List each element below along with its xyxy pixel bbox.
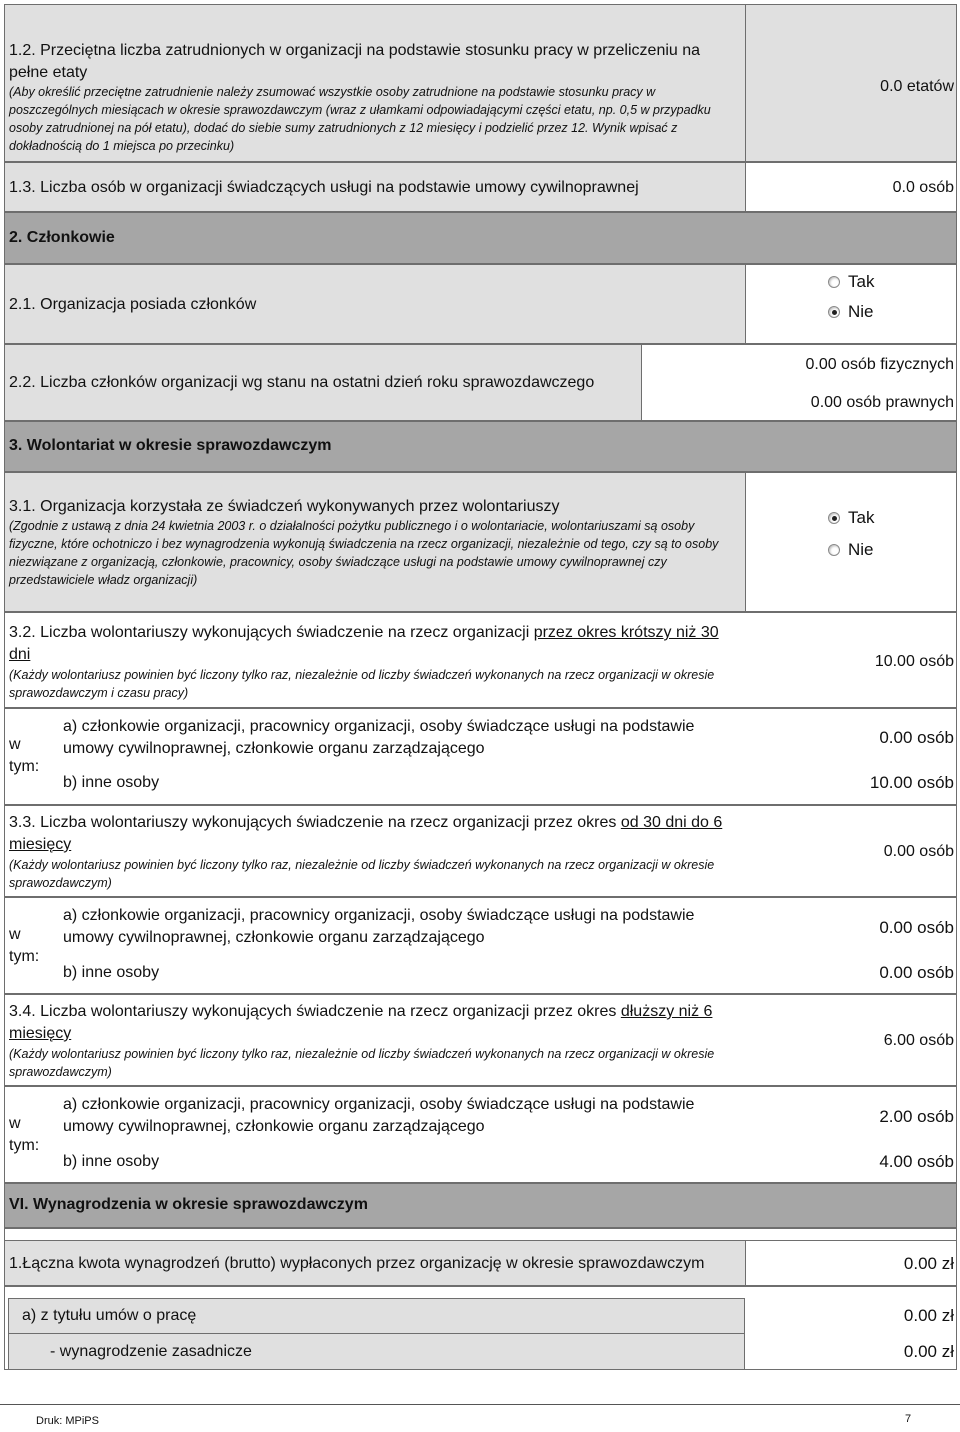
s3-title: 3. Wolontariat w okresie sprawozdawczym <box>9 437 332 454</box>
s3-4-b-label: b) inne osoby <box>63 1153 160 1170</box>
s3-3-b-label: b) inne osoby <box>63 964 160 981</box>
radio-circle[interactable] <box>828 276 840 288</box>
s3-2-a-label: a) członkowie organizacji, pracownicy organizacji, osoby świadczące usługi na podstawie umowy cywilnoprawnej, członkowie organu zarządzającego <box>63 718 695 757</box>
s3-4-b-value: 4.00 osób <box>879 1152 954 1171</box>
s3-3-b-value: 0.00 osób <box>879 963 954 982</box>
s3-4-a-value: 2.00 osób <box>879 1107 954 1126</box>
s2-title: 2. Członkowie <box>9 229 115 246</box>
s6-1-title: 1.Łączna kwota wynagrodzeń (brutto) wypłaconych przez organizację w okresie sprawozdawczym <box>9 1255 705 1272</box>
s3-4-value: 6.00 osób <box>883 1032 954 1049</box>
s3-3-note: (Każdy wolontariusz powinien być liczony tylko raz, niezależnie od liczby świadczeń wykonanych na rzecz organizacji w okresie sprawozdawczym) <box>9 858 715 890</box>
s1-3-title: 1.3. Liczba osób w organizacji świadczących usługi na podstawie umowy cywilnoprawnej <box>9 179 639 196</box>
s6-base-value: 0.00 zł <box>903 1342 954 1361</box>
s3-3-wtym: w tym: <box>9 926 40 965</box>
s3-4-wtym: w tym: <box>9 1115 40 1154</box>
footer-divider <box>0 1404 960 1405</box>
s6-a-title: a) z tytułu umów o pracę <box>22 1307 197 1324</box>
s6-a-value: 0.00 zł <box>903 1306 954 1325</box>
radio-label-no: Nie <box>848 540 874 559</box>
radio-circle-selected[interactable] <box>828 512 840 524</box>
radio-3-1-yes[interactable] <box>828 508 874 528</box>
s6-1-value: 0.00 zł <box>903 1254 954 1273</box>
s1-2-value: 0.0 etatów <box>880 78 954 95</box>
s6-base-title: - wynagrodzenie zasadnicze <box>50 1343 252 1360</box>
radio-circle[interactable] <box>828 544 840 556</box>
s3-2-title-period-end: dni <box>9 646 31 663</box>
s3-2-b-label: b) inne osoby <box>63 774 160 791</box>
s3-3-a-label: a) członkowie organizacji, pracownicy organizacji, osoby świadczące usługi na podstawie umowy cywilnoprawnej, członkowie organu zarządzającego <box>63 907 695 946</box>
s3-1-title: 3.1. Organizacja korzystała ze świadczeń wykonywanych przez wolontariuszy <box>9 498 560 515</box>
radio-label-yes: Tak <box>848 508 875 527</box>
s1-3-value: 0.0 osób <box>892 179 954 196</box>
s3-3-a-value: 0.00 osób <box>879 918 954 937</box>
s1-2-note: (Aby określić przeciętne zatrudnienie należy zsumować wszystkie osoby zatrudnione na podstawie stosunku pracy w poszczególnych miesiącach w okresie sprawozdawczym (wraz z ułamkami odpowiadającymi części etatu, np. 0,5 w przypadku osoby zatrudnionej na pół etatu), dodać do siebie sumy zatrudnionych z 12 miesięcy i podzielić przez 12. Wynik wpisać z dokładnością do 1 miejsca po przecinku) <box>9 85 711 153</box>
s3-2-title-period: przez okres krótszy niż 30 <box>533 624 719 641</box>
s3-3-title <box>9 812 749 856</box>
s2-2-value-prawnych: 0.00 osób prawnych <box>810 394 954 411</box>
s3-2-wtym: w tym: <box>9 736 40 775</box>
s3-4-title-text: 3.4. Liczba wolontariuszy wykonujących świadczenie na rzecz organizacji przez okres <box>9 1003 621 1020</box>
radio-circle-selected[interactable] <box>828 306 840 318</box>
s2-1-title: 2.1. Organizacja posiada członków <box>9 296 257 313</box>
s3-2-a-value: 0.00 osób <box>879 728 954 747</box>
s3-3-title-period: od 30 dni do 6 <box>620 814 723 831</box>
s1-2-title: 1.2. Przeciętna liczba zatrudnionych w organizacji na podstawie stosunku pracy w przeliczeniu na pełne etaty <box>9 42 701 81</box>
footer-print-label: Druk: MPiPS <box>36 1415 99 1427</box>
spacer-6-1 <box>4 1228 957 1240</box>
radio-label-yes: Tak <box>848 272 875 291</box>
s2-2-value-fizycznych: 0.00 osób fizycznych <box>805 356 954 373</box>
s2-2-title: 2.2. Liczba członków organizacji wg stanu na ostatni dzień roku sprawozdawczego <box>9 374 595 391</box>
s3-4-a-label: a) członkowie organizacji, pracownicy organizacji, osoby świadczące usługi na podstawie umowy cywilnoprawnej, członkowie organu zarządzającego <box>63 1096 695 1135</box>
s3-4-title-period-end: miesięcy <box>9 1025 72 1042</box>
s3-4-title <box>9 1001 749 1045</box>
section-2-header <box>4 212 957 264</box>
radio-2-1-yes[interactable] <box>828 272 874 292</box>
s6-title: VI. Wynagrodzenia w okresie sprawozdawczym <box>9 1196 368 1213</box>
s3-2-note: (Każdy wolontariusz powinien być liczony tylko raz, niezależnie od liczby świadczeń wykonanych na rzecz organizacji w okresie sprawozdawczym i czasu pracy) <box>9 668 715 700</box>
s3-4-note: (Każdy wolontariusz powinien być liczony tylko raz, niezależnie od liczby świadczeń wykonanych na rzecz organizacji w okresie sprawozdawczym) <box>9 1047 715 1079</box>
s3-2-value: 10.00 osób <box>874 653 954 670</box>
radio-label-no: Nie <box>848 302 874 321</box>
s3-3-title-period-end: miesięcy <box>9 836 72 853</box>
s3-2-title-text: 3.2. Liczba wolontariuszy wykonujących świadczenie na rzecz organizacji <box>9 624 534 641</box>
s3-1-note: (Zgodnie z ustawą z dnia 24 kwietnia 2003 r. o działalności pożytku publicznego i o wolontariacie, wolontariuszami są osoby fizyczne, które ochotniczo i bez wynagrodzenia wykonują świadczenia na rzecz organizacji, niezależnie od tego, czy są to osoby niezwiązane z organizacją, członkowie, pracownicy, osoby świadczące usługi na podstawie umowy cywilnoprawnej czy przedstawiciele władz organizacji) <box>9 519 719 587</box>
radio-2-1-no[interactable] <box>828 302 874 322</box>
radio-3-1-no[interactable] <box>828 540 874 560</box>
s3-2-title <box>9 622 744 666</box>
s3-3-value: 0.00 osób <box>883 843 954 860</box>
page-number: 7 <box>905 1413 912 1425</box>
s3-3-title-text: 3.3. Liczba wolontariuszy wykonujących świadczenie na rzecz organizacji przez okres <box>9 814 621 831</box>
s3-2-b-value: 10.00 osób <box>869 773 954 792</box>
s3-4-title-period: dłuższy niż 6 <box>620 1003 713 1020</box>
